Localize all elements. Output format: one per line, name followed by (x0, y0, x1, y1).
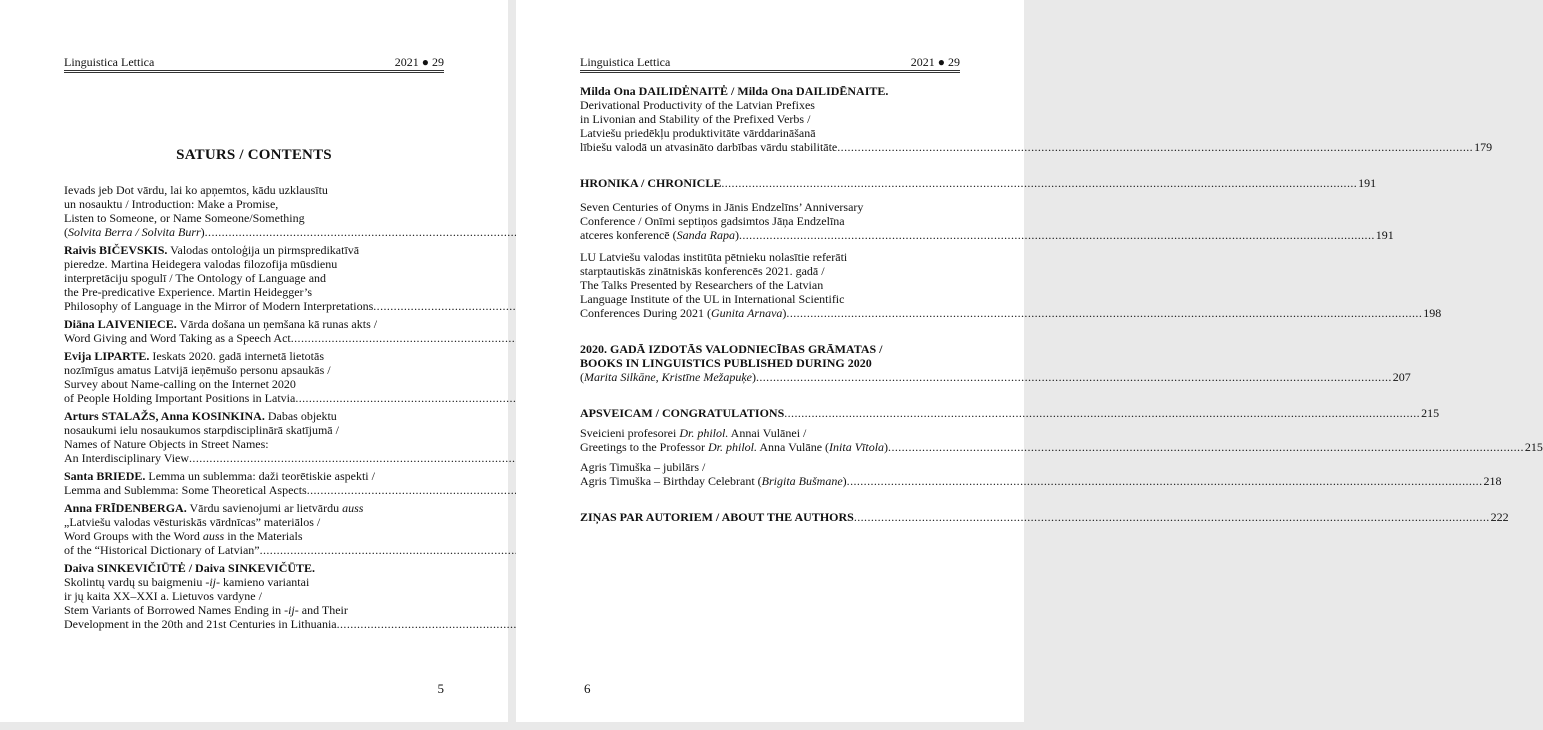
entry-line: the Pre-predicative Experience. Martin Heidegger’s (64, 285, 313, 299)
entry-line: ir jų kaita XX–XXI a. Lietuvos vardyne / (64, 589, 262, 603)
entry-text: Word Groups with the Word (64, 529, 203, 543)
entry-last-line (64, 451, 444, 465)
toc-entry[interactable] (64, 183, 444, 239)
entry-text: Development in the 20th and 21st Centuries in Lithuania (64, 617, 337, 631)
page-number: 5 (437, 681, 444, 696)
leader-dots (786, 306, 1422, 320)
entry-author: Evija LIPARTE. (64, 349, 150, 363)
entry-text: Ieskats 2020. gadā internetā lietotās (149, 349, 324, 363)
entry-line: Conference / Onīmi septiņos gadsimtos Jāņa Endzelīna (580, 214, 845, 228)
entry-text: in the Materials (224, 529, 303, 543)
section-heading: BOOKS IN LINGUISTICS PUBLISHED DURING 2020 (580, 356, 872, 370)
entry-last-line (64, 225, 444, 239)
toc-entry[interactable] (580, 426, 1543, 454)
leader-dots (837, 140, 1473, 154)
entry-text: Lemma and Sublemma: Some Theoretical Aspects (64, 483, 307, 497)
toc-entry[interactable] (64, 561, 444, 631)
entry-last-line (580, 140, 1493, 154)
entry-text: -ij- (205, 575, 220, 589)
entry-author: Sanda Rapa (676, 228, 735, 242)
journal-title: Linguistica Lettica (64, 55, 155, 69)
section-authors (580, 510, 1509, 524)
entry-last-line (64, 331, 444, 345)
entry-author: Inita Vītola (829, 440, 885, 454)
entry-line (64, 575, 444, 589)
entry-text: Word Giving and Word Taking as a Speech Act (64, 331, 291, 345)
toc-entry[interactable] (580, 84, 1493, 154)
running-header (64, 55, 444, 69)
toc-left (64, 183, 444, 635)
page-ref: 207 (1392, 370, 1411, 384)
paren: ) (782, 306, 787, 320)
entry-last-line (64, 391, 444, 405)
entry-text: Valodas ontoloģija un pirmspredikatīvā (167, 243, 360, 257)
entry-text: auss (202, 529, 225, 543)
entry-author: Raivis BIČEVSKIS. (64, 243, 168, 257)
entry-text: Lemma un sublemma: daži teorētiskie aspekti / (145, 469, 375, 483)
running-header (580, 55, 960, 69)
section-congratulations (580, 406, 1543, 488)
paren: ( (580, 370, 584, 384)
entry-last-line (580, 474, 1502, 488)
entry-last-line (64, 483, 444, 497)
entry-text: Greetings to the Professor (580, 440, 708, 454)
entry-line (64, 603, 444, 617)
toc-entry[interactable] (64, 469, 444, 497)
entry-text: auss (342, 501, 364, 515)
entry-line: interpretāciju spogulī / The Ontology of Language and (64, 271, 327, 285)
entry-last-line (580, 306, 1442, 320)
entry-author: Arturs STALAŽS, Anna KOSINKINA. (64, 409, 265, 423)
left-page (0, 0, 508, 722)
entry-line: nosaukumi ielu nosaukumos starpdisciplinārā skatījumā / (64, 423, 339, 437)
entry-text: of People Holding Important Positions in Latvia (64, 391, 296, 405)
entry-last-line (64, 299, 444, 313)
header-rule (580, 70, 960, 73)
entry-last-line (580, 370, 1411, 384)
entry-last-line (64, 617, 444, 631)
toc-entry[interactable] (64, 317, 444, 345)
leader-dots (854, 510, 1490, 524)
section-heading: 2020. GADĀ IZDOTĀS VALODNIECĪBAS GRĀMATAS / (580, 342, 883, 356)
entry-text: An Interdisciplinary View (64, 451, 190, 465)
entry-line (64, 469, 444, 483)
page-ref: 222 (1490, 510, 1509, 524)
entry-text: and Their (298, 603, 348, 617)
entry-line: un nosauktu / Introduction: Make a Promise, (64, 197, 279, 211)
entry-author: Brigita Bušmane (761, 474, 843, 488)
page-ref: 179 (1474, 140, 1493, 154)
toc-entry[interactable] (64, 501, 444, 557)
paren: ) (751, 370, 756, 384)
entry-text: Agris Timuška – Birthday Celebrant ( (580, 474, 762, 488)
section-chronicle (580, 176, 1442, 320)
leader-dots (847, 474, 1483, 488)
entry-line (64, 349, 444, 363)
entry-last-line (580, 440, 1543, 454)
entry-line (64, 409, 444, 423)
paren: ) (734, 228, 739, 242)
issue-label: 2021 ● 29 (394, 55, 444, 69)
entry-text: of the “Historical Dictionary of Latvian” (64, 543, 260, 557)
entry-text: Dr. philol. (707, 440, 757, 454)
entry-text: Conferences During 2021 ( (580, 306, 711, 320)
issue-label: 2021 ● 29 (910, 55, 960, 69)
entry-line (64, 317, 444, 331)
entry-line: „Latviešu valodas vēsturiskās vārdnīcas” materiālos / (64, 515, 321, 529)
entry-line: in Livonian and Stability of the Prefixed Verbs / (580, 112, 811, 126)
header-rule (64, 70, 444, 73)
toc-entry[interactable] (580, 200, 1394, 242)
entry-line: The Talks Presented by Researchers of the Latvian (580, 278, 824, 292)
section-books[interactable] (580, 342, 1411, 384)
paren: ( (64, 225, 68, 239)
entry-text: Dr. philol. (679, 426, 729, 440)
entry-text: Dabas objektu (264, 409, 337, 423)
entry-text: Skolintų vardų su baigmeniu (64, 575, 206, 589)
entry-line: Agris Timuška – jubilārs / (580, 460, 706, 474)
entry-text: Sveicieni profesorei (580, 426, 680, 440)
entry-line: pieredze. Martina Heidegera valodas filozofija mūsdienu (64, 257, 338, 271)
leader-dots (784, 406, 1420, 420)
paren: ) (884, 440, 889, 454)
heading-text: ZIŅAS PAR AUTORIEM / ABOUT THE AUTHORS (580, 510, 854, 524)
toc-entry[interactable] (64, 349, 444, 405)
leader-dots (888, 440, 1524, 454)
toc-entry[interactable] (580, 250, 1442, 320)
entry-line: Language Institute of the UL in International Scientific (580, 292, 845, 306)
entry-text: Stem Variants of Borrowed Names Ending in (64, 603, 285, 617)
entry-text: atceres konferencē ( (580, 228, 677, 242)
toc-entry[interactable] (580, 460, 1502, 488)
entry-author: Daiva SINKEVIČIŪTĖ / Daiva SINKEVIČŪTE. (64, 561, 316, 575)
toc-entry[interactable] (64, 409, 444, 465)
page-ref: 191 (1375, 228, 1394, 242)
contents-title: SATURS / CONTENTS (176, 147, 332, 163)
section-heading[interactable] (580, 406, 1440, 420)
leader-dots (756, 370, 1392, 384)
section-heading[interactable] (580, 176, 1377, 190)
entry-text: Vārdu savienojumi ar lietvārdu (186, 501, 343, 515)
page-ref: 218 (1483, 474, 1502, 488)
leader-dots (721, 176, 1357, 190)
entry-text: kamieno variantai (220, 575, 310, 589)
entry-author: Solvita Berra / Solvita Burr (68, 225, 201, 239)
paren: ) (842, 474, 847, 488)
entry-author: Diāna LAIVENIECE. (64, 317, 177, 331)
entry-line: Derivational Productivity of the Latvian Prefixes (580, 98, 815, 112)
entry-author: Milda Ona DAILIDĖNAITĖ / Milda Ona DAILIDĒNAITE. (580, 84, 889, 98)
entry-line: nozīmīgus amatus Latvijā ieņēmušo personu apsaukās / (64, 363, 331, 377)
toc-entry[interactable] (64, 243, 444, 313)
entry-line (64, 529, 444, 543)
page-ref: 191 (1358, 176, 1377, 190)
toc-right (580, 84, 1543, 524)
page-number: 6 (584, 681, 591, 696)
entry-line: LU Latviešu valodas institūta pētnieku nolasītie referāti (580, 250, 848, 264)
entry-author: Marita Silkāne, Kristīne Mežapuķe (584, 370, 752, 384)
entry-last-line (580, 228, 1394, 242)
page-ref: 215 (1421, 406, 1440, 420)
entry-text: -ij- (284, 603, 299, 617)
entry-line: Names of Nature Objects in Street Names: (64, 437, 269, 451)
entry-line: Listen to Someone, or Name Someone/Something (64, 211, 305, 225)
entry-line: Seven Centuries of Onyms in Jānis Endzelīns’ Anniversary (580, 200, 864, 214)
page-ref: 215 (1524, 440, 1543, 454)
entry-line (580, 426, 960, 440)
entry-line: Ievads jeb Dot vārdu, lai ko apņemtos, kādu uzklausītu (64, 183, 328, 197)
entry-line (64, 501, 444, 515)
entry-text: lībiešu valodā un atvasināto darbības vārdu stabilitāte (580, 140, 838, 154)
entry-last-line (64, 543, 444, 557)
paren: ) (200, 225, 205, 239)
heading-text: APSVEICAM / CONGRATULATIONS (580, 406, 785, 420)
entry-author: Anna FRĪDENBERGA. (64, 501, 187, 515)
entry-author: Santa BRIEDE. (64, 469, 146, 483)
entry-line: Latviešu priedēkļu produktivitāte vārddarināšanā (580, 126, 816, 140)
heading-text: HRONIKA / CHRONICLE (580, 176, 722, 190)
section-heading[interactable] (580, 510, 1509, 524)
entry-author: Gunita Arnava (710, 306, 783, 320)
leader-dots (739, 228, 1375, 242)
right-page (516, 0, 1543, 722)
entry-text: Annai Vulānei / (728, 426, 807, 440)
journal-title: Linguistica Lettica (580, 55, 671, 69)
entry-text: Philosophy of Language in the Mirror of Modern Interpretations (64, 299, 374, 313)
entry-text: Anna Vulāne ( (757, 440, 830, 454)
entry-line: starptautiskās zinātniskās konferencēs 2021. gadā / (580, 264, 825, 278)
entry-line (64, 243, 444, 257)
page-ref: 198 (1423, 306, 1442, 320)
entry-line: Survey about Name-calling on the Internet 2020 (64, 377, 296, 391)
entry-text: Vārda došana un ņemšana kā runas akts / (176, 317, 378, 331)
